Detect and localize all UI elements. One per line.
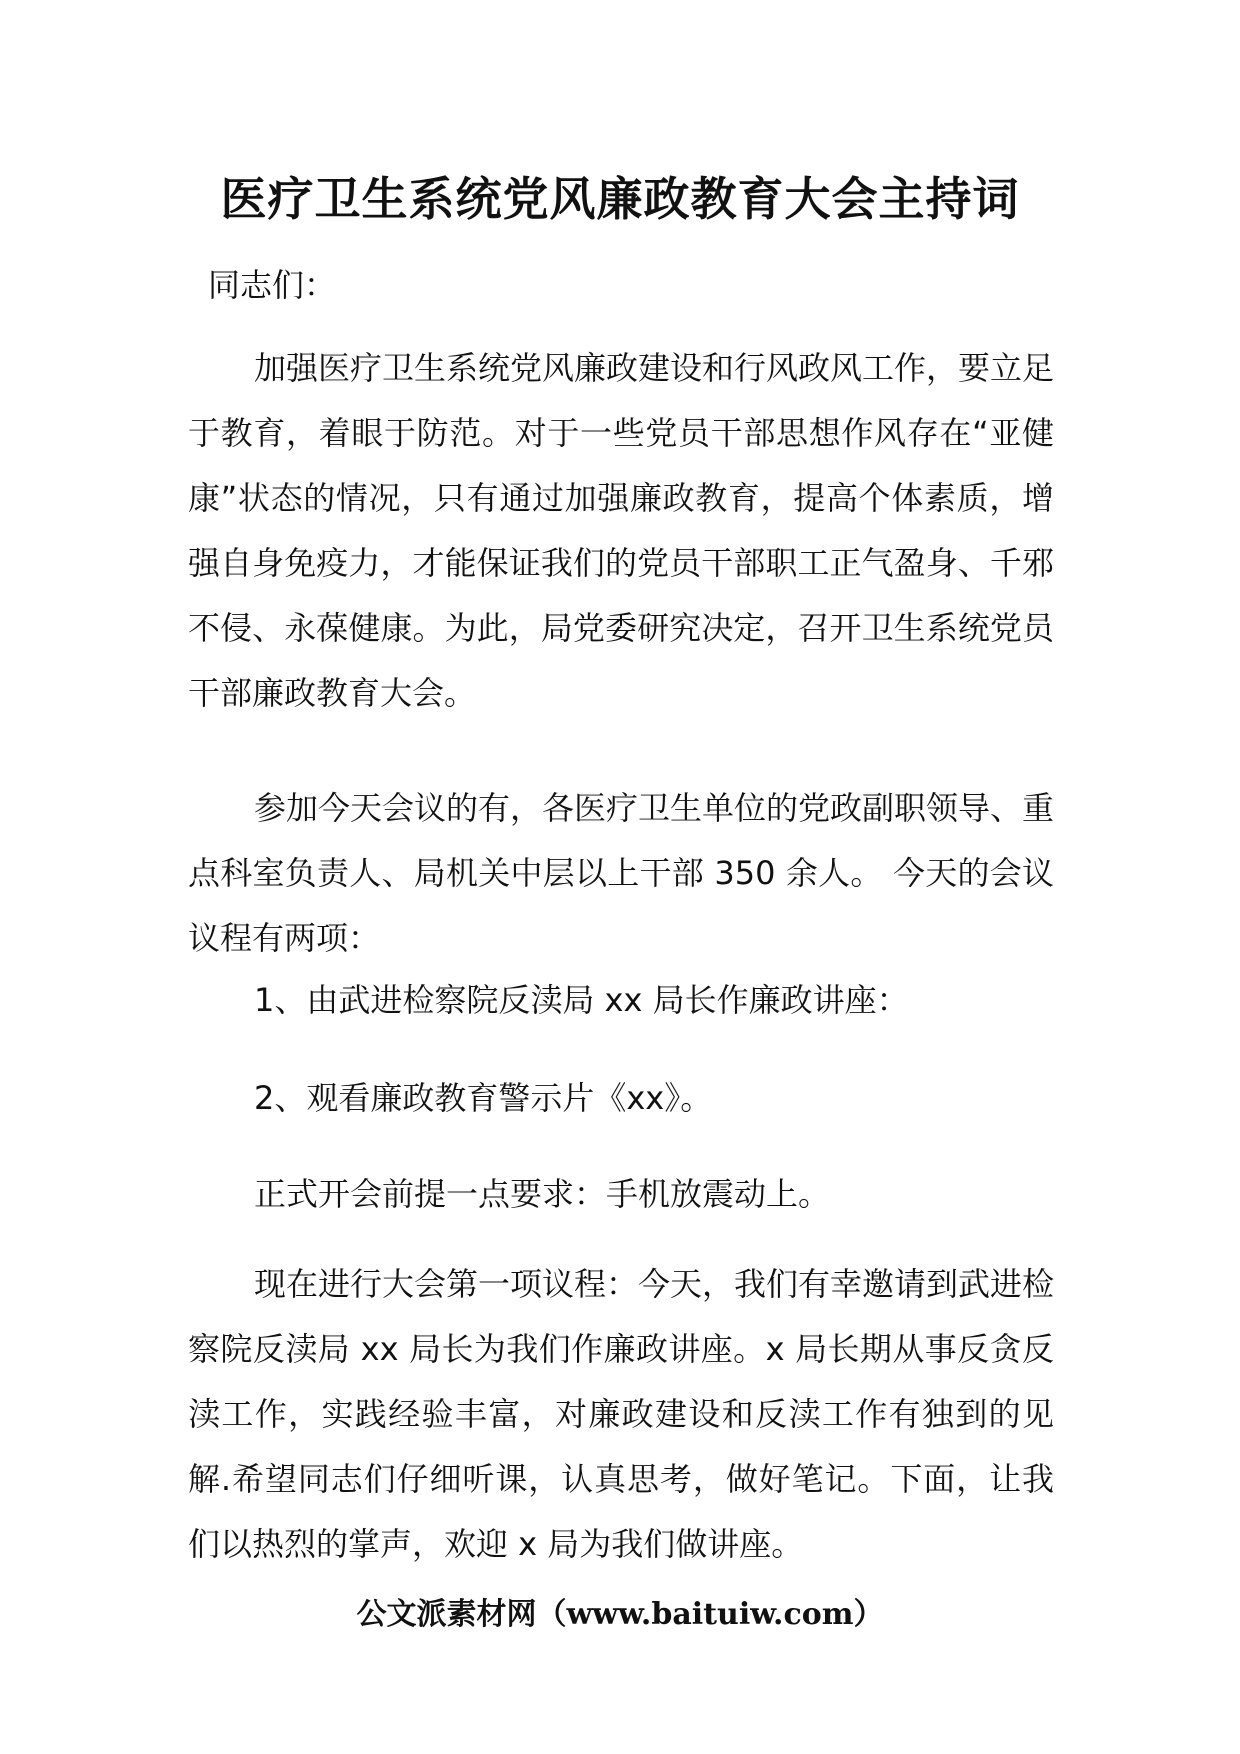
paragraph-attendees: 参加今天会议的有，各医疗卫生单位的党政副职领导、重点科室负责人、局机关中层以上干部 350 余人。 今天的会议议程有两项：: [188, 789, 1055, 957]
agenda-item-1: 1、由武进检察院反渎局 xx 局长作廉政讲座：: [254, 981, 909, 1019]
footer-source: 公文派素材网（www.baituiw.com）: [356, 1597, 884, 1632]
document-title: 医疗卫生系统党风廉政教育大会主持词: [220, 172, 1020, 226]
paragraph-requirement: 正式开会前提一点要求：手机放震动上。: [254, 1175, 831, 1213]
paragraph-first-agenda: 现在进行大会第一项议程：今天，我们有幸邀请到武进检察院反渎局 xx 局长为我们作廉政讲座。x 局长期从事反贪反渎工作，实践经验丰富，对廉政建设和反渎工作有独到的见解.希望同志们仔细听课，认真思考，做好笔记。下面，让我们以热烈的掌声，欢迎 x 局为我们做讲座。: [188, 1265, 1055, 1563]
paragraph-intro: 加强医疗卫生系统党风廉政建设和行风政风工作，要立足于教育，着眼于防范。对于一些党员干部思想作风存在“亚健康”状态的情况，只有通过加强廉政教育，提高个体素质，增强自身免疫力，才能保证我们的党员干部职工正气盈身、千邪不侵、永葆健康。为此，局党委研究决定，召开卫生系统党员干部廉政教育大会。: [188, 349, 1055, 712]
salutation: 同志们：: [208, 266, 337, 304]
agenda-item-2: 2、观看廉政教育警示片《xx》。: [254, 1079, 713, 1117]
